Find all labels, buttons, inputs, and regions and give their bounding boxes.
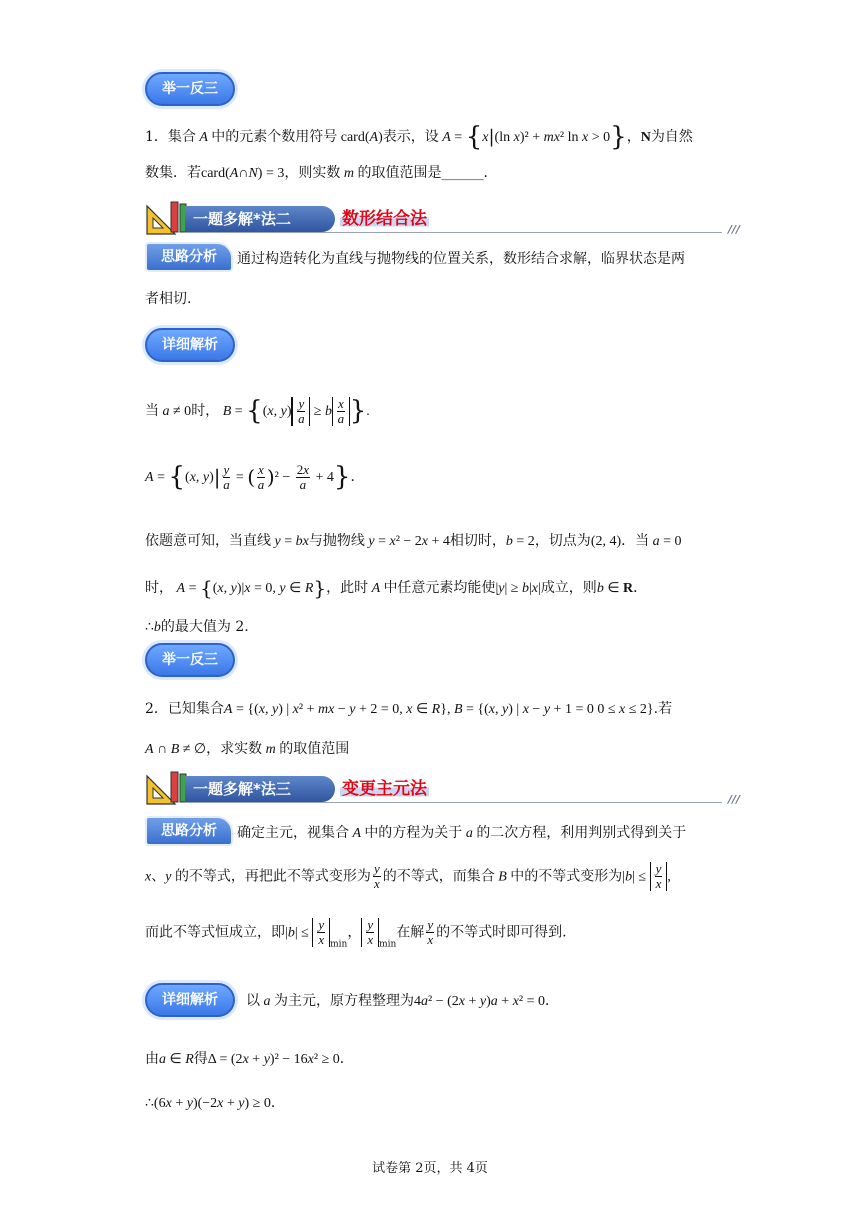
analysis-2-line-3: 而此不等式恒成立，即|b| ≤ $\frac{y}{x}$ $_{min}$， $\frac{y}{x}$ $_{min}$在解 $\frac{y}{x}$ 的不等式时即可得到. xyxy=(145,917,567,950)
analysis-2-line-1: 确定主元，视集合 A 中的方程为关于 a 的二次方程，利用判别式得到关于 xyxy=(237,825,687,841)
detail-2-line-2: 由a ∈ R得Δ = (2x + y)² − 16x² ≥ 0． xyxy=(145,1051,354,1067)
analysis-2-line-2: x、y 的不等式，再把此不等式变形为 $\frac{y}{x}$ 的不等式，而集合 B 中的不等式变形为|b| ≤ $\frac{y}{x}$ , xyxy=(145,861,671,891)
detail-1-line-2: A = {(x, y)| $\frac{y}{a}$ = ( $\frac{x}{a}$ )² − $\frac{2x}{a}$ + 4}． xyxy=(145,461,365,492)
method-banner-2 xyxy=(145,200,740,236)
ruler-pencil-icon xyxy=(145,200,189,236)
detail-1-line-5: ∴b的最大值为 2. xyxy=(145,619,249,635)
method-tab: 一题多解*法二 xyxy=(185,206,335,232)
detail-2-line-3: ∴(6x + y)(−2x + y) ≥ 0． xyxy=(145,1095,285,1111)
detail-badge: 详细解析 xyxy=(145,328,235,362)
method-tab: 一题多解*法三 xyxy=(185,776,335,802)
page-footer: 试卷第 2页，共 4页 xyxy=(372,1161,488,1176)
slash-decoration: /// xyxy=(727,793,740,806)
problem-1-line-2: 数集．若card(A∩N) = 3，则实数 m 的取值范围是______． xyxy=(145,165,498,181)
analysis-1-line-1: 通过构造转化为直线与抛物线的位置关系，数形结合求解，临界状态是两 xyxy=(237,251,685,267)
method-title: 变更主元法 xyxy=(340,774,429,799)
example-badge: 举一反三 xyxy=(145,643,235,677)
detail-1-line-1: 当 a ≠ 0时， B = {(x, y) $\frac{y}{a}$ ≥ b $\frac{x}{a}$ }. xyxy=(145,395,370,426)
analysis-1-line-2: 者相切. xyxy=(145,291,192,307)
example-badge: 举一反三 xyxy=(145,72,235,106)
method-title: 数形结合法 xyxy=(340,204,429,229)
slash-decoration: /// xyxy=(727,223,740,236)
ruler-pencil-icon xyxy=(145,770,189,806)
analysis-tag: 思路分析 xyxy=(145,816,233,846)
problem-2-line-2: A ∩ B ≠ ∅，求实数 m 的取值范围 xyxy=(145,741,350,757)
divider xyxy=(185,232,722,233)
detail-1-line-4: 时， A = {(x, y)|x = 0, y ∈ R}，此时 A 中任意元素均能使|y| ≥ b|x|成立，则b ∈ R． xyxy=(145,576,648,600)
problem-1-line-1: 1．集合 A 中的元素个数用符号 card(A)表示，设 A = {x|(ln x)² + mx² ln x > 0}，N为自然 xyxy=(145,122,693,152)
method-banner-3 xyxy=(145,770,740,806)
detail-1-line-3: 依题意可知，当直线 y = bx与抛物线 y = x² − 2x + 4相切时，b = 2，切点为(2, 4)．当 a = 0 xyxy=(145,533,682,549)
detail-badge: 详细解析 xyxy=(145,983,235,1017)
problem-2-line-1: 2．已知集合A = {(x, y) | x² + mx − y + 2 = 0, x ∈ R}, B = {(x, y) | x − y + 1 = 0 0 ≤ x ≤ 2}.若 xyxy=(145,701,673,717)
divider xyxy=(185,802,722,803)
detail-2-line-1: 以 a 为主元，原方程整理为4a² − (2x + y)a + x² = 0． xyxy=(246,993,559,1009)
analysis-tag: 思路分析 xyxy=(145,242,233,272)
